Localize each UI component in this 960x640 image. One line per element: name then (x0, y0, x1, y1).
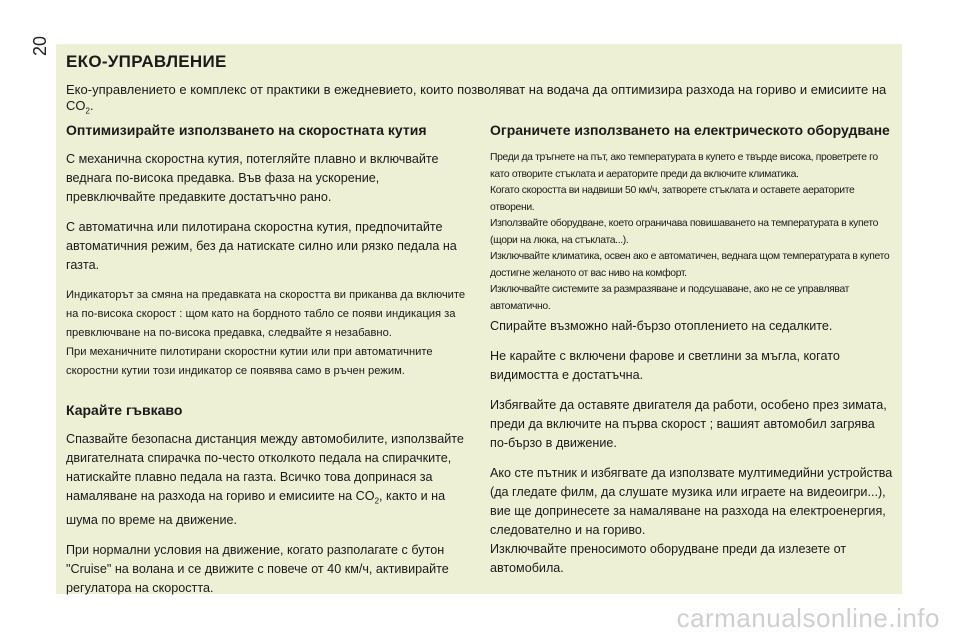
headlights-paragraph: Не карайте с включени фарове и светлини за мъгла, когато видимостта е достатъчна. (490, 349, 840, 382)
smooth-driving-heading: Карайте гъвкаво (66, 402, 183, 418)
tip-ventilate: Преди да тръгнете на път, ако температурата в купето е твърде висока, проветрете го като отворите стъклата и аераторите преди да включите климатика. (490, 152, 878, 180)
electrical-tips (490, 150, 894, 315)
left-column (66, 122, 466, 609)
intro-co2-subscript: 2 (85, 106, 90, 116)
intro-paragraph (66, 82, 896, 120)
intro-text-end: . (89, 98, 94, 113)
right-column (490, 122, 894, 589)
gearbox-heading: Оптимизирайте използването на скоростната кутия (66, 122, 427, 138)
multimedia-paragraph: Ако сте пътник и избягвате да използвате мултимедийни устройства (да гледате филм, да слушате музика или играете на видеоигри...), вие ще допринесете за намаляване на разхода на електроенергия, следователно и на гориво. (490, 466, 893, 537)
tip-air-conditioning: Изключвайте климатика, освен ако е автоматичен, веднага щом температурата в купето достигне желаното от вас ниво на комфорт. (490, 251, 890, 279)
smooth-driving-text-end: , както и на шума по време на движение. (66, 489, 446, 527)
page-title: ЕКО-УПРАВЛЕНИЕ (66, 52, 227, 71)
content-panel (56, 44, 902, 594)
tip-close-windows: Когато скоростта ви надвиши 50 км/ч, затворете стъклата и оставете аераторите отворени. (490, 185, 855, 213)
tip-shades: Използвайте оборудване, което ограничава повишаването на температурата в купето (щори на люка, на стъклата...). (490, 218, 879, 246)
smooth-driving-co2-subscript: 2 (374, 496, 380, 506)
smooth-driving-paragraph (66, 430, 466, 530)
gearbox-manual-paragraph: С механична скоростна кутия, потегляйте плавно и включвайте веднага по-висока предавка. Във фаза на ускорение, превключвайте предавките достатъчно рано. (66, 152, 439, 204)
intro-text: Еко-управлението е комплекс от практики в ежедневието, които позволяват на водача да оптимизира разхода на гориво и емисиите на CO (66, 82, 887, 113)
gearbox-automatic-paragraph: С автоматична или пилотирана скоростна кутия, предпочитайте автоматичния режим, без да натискате силно или рязко педала на газта. (66, 220, 457, 272)
engine-idle-paragraph: Избягвайте да оставяте двигателя да работи, особено през зимата, преди да включите на първа скорост ; вашият автомобил загрява по-бързо в движение. (490, 398, 887, 450)
cruise-control-paragraph: При нормални условия на движение, когато разполагате с бутон "Cruise" на волана и се движите с повече от 40 км/ч, активирайте регулатора на скоростта. (66, 542, 449, 595)
portable-equipment-paragraph: Изключвайте преносимото оборудване преди да излезете от автомобила. (490, 542, 847, 575)
tip-demisting: Изключвайте системите за размразяване и подсушаване, ако не се управляват автоматично. (490, 284, 850, 312)
electrical-heading: Ограничете използването на електрическото оборудване (490, 122, 890, 138)
heated-seats-paragraph: Спирайте възможно най-бързо отоплението на седалките. (490, 319, 833, 333)
gear-indicator-note: При механичните пилотирани скоростни кутии или при автоматичните скоростни кутии този индикатор се появява само в ръчен режим. (66, 346, 433, 377)
gear-indicator-paragraph: Индикаторът за смяна на предавката на скоростта ви приканва да включите на по-висока скорост : щом като на бордното табло се появи индикация за превключване на по-висока предавка, следвайте я незабавно. (66, 289, 466, 339)
page-number: 20 (30, 35, 50, 56)
smooth-driving-text: Спазвайте безопасна дистанция между автомобилите, използвайте двигателната спирачка по-често отколкото педала на спирачките, натискайте плавно педала на газта. Всичко това допринася за намаляване на разхода на гориво и емисиите на CO (66, 432, 464, 503)
watermark: carmanualsonline.info (676, 603, 940, 633)
